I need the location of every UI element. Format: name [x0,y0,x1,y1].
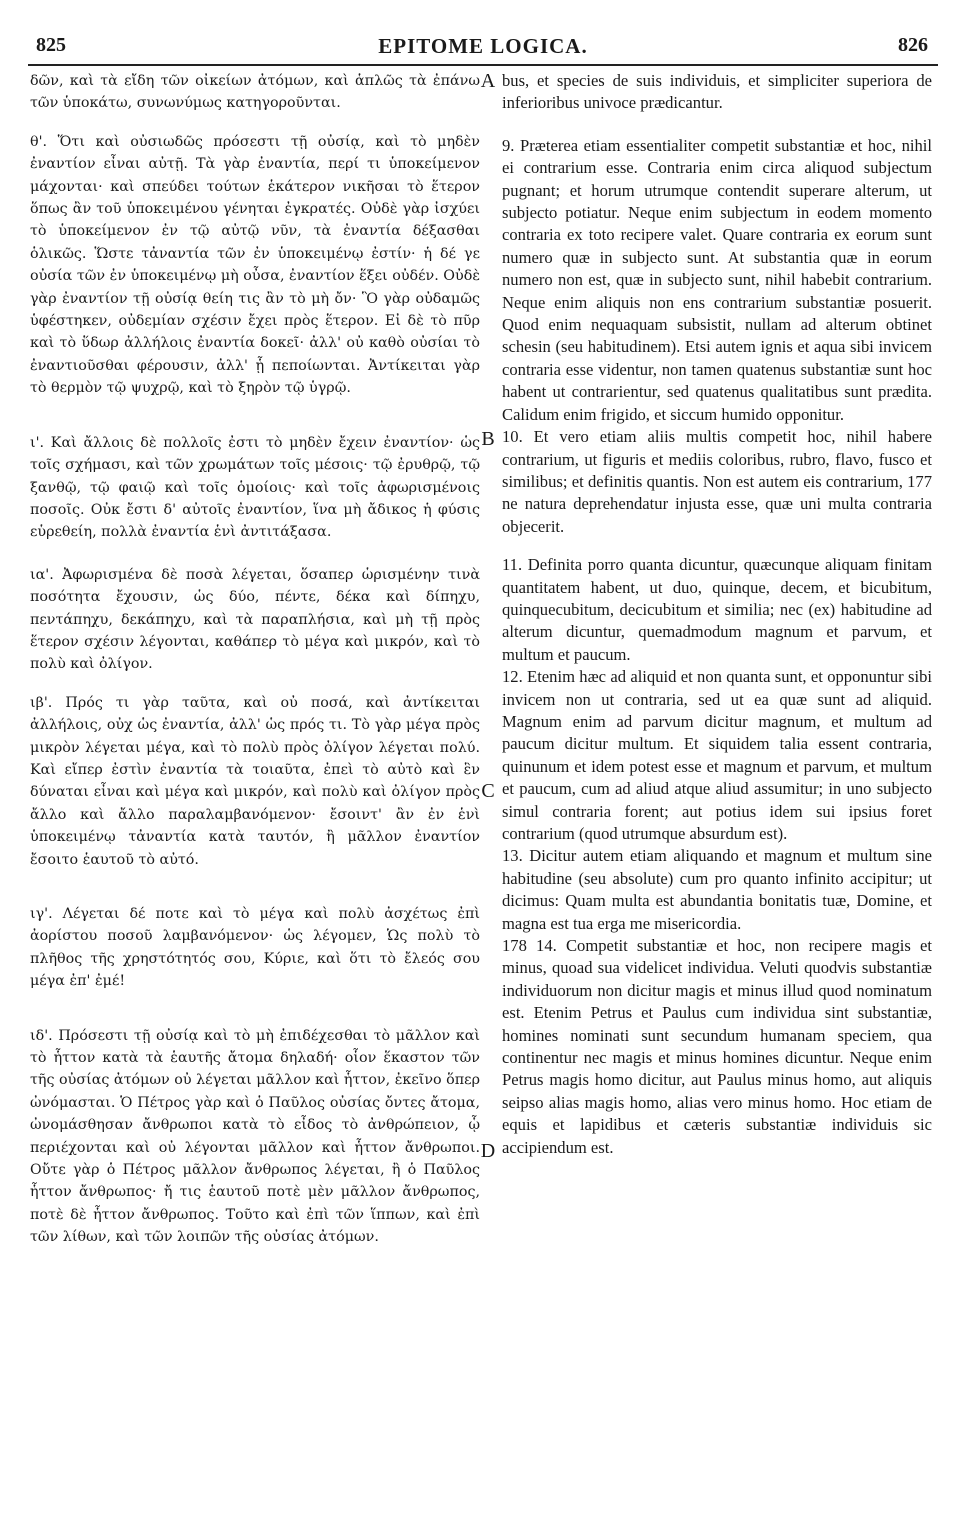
running-title: EPITOME LOGICA. [378,34,588,58]
left-page-number: 825 [36,34,66,56]
greek-column [30,70,480,1249]
margin-marker-a: A [480,70,496,92]
greek-paragraph-14: ιδ'. Πρόσεστι τῇ οὐσίᾳ καὶ τὸ μὴ ἐπιδέχεσθαι τὸ μᾶλλον καὶ τὸ ἧττον κατὰ τὰ ἑαυτῆς ἄτομα δηλαδή· οἷον ἕκαστον τῶν τῆς οὐσίας ἀτόμων οὐ λέγεται μᾶλλον καὶ ἧττον, ἐκεῖνο ὅπερ ὠνόμασται. Ὁ Πέτρος γὰρ καὶ ὁ Παῦλος οὐσίας ὄντες ἄτομα, ὠνομάσθησαν ἄνθρωποι κατὰ τὸ εἶδος τὸ ἀνθρώπειον, ᾧ περιέχονται καὶ οὐ λέγονται μᾶλλον καὶ ἧττον ἄνθρωποι. Οὔτε γὰρ ὁ Πέτρος μᾶλλον ἄνθρωπος λέγεται, ἢ ὁ Παῦλος ἧττον ἄνθρωπος· ἤ τις ἑαυτοῦ ποτὲ μὲν μᾶλλον ἄνθρωπος, ποτὲ δὲ ἧττον ἄνθρωπος. Τοῦτο καὶ ἐπὶ τῶν ἵππων, καὶ ἐπὶ τῶν λίθων, καὶ τῶν λοιπῶν τῆς οὐσίας ἀτόμων. [30,1027,480,1246]
latin-paragraph-13: 13. Dicitur autem etiam aliquando et magnum et multum sine habitudine (seu absolute) cum pro quanto infinito accipitur; ut dicimus: Quam multa est abundantia bonitatis tuæ, Domine, et magna est tua erga me misericordia. [502,846,932,933]
latin-paragraph-11: 11. Definita porro quanta dicuntur, quæcunque aliquam finitam quantitatem habent, ut duo, quinque, decem, et bicubitum, quinquecubitum, decicubitum et similia; nec (ex) habitudine ad alterum dicuntur, quemadmodum magnum et parvum, et multum et paucum. [502,555,932,664]
latin-paragraph-10: 10. Et vero etiam aliis multis competit hoc, nihil habere contrarium, ut figuris et mediis coloribus, rubro, flavo, fusco et similibus; et definitis quantis. Non est autem eis contrarium, 177 ne natura deprehendatur injusta esse, quæ uni multa contraria objecerit. [502,427,932,536]
latin-paragraph-12: 12. Etenim hæc ad aliquid et non quanta sunt, et opponuntur sibi invicem non ut contraria, sed ut ea quæ sunt ad aliquid. Magnum enim ad parvum dicitur magnum, et multum ad paucum dicitur multum. Et siquidem talia essent contraria, quinunum et idem potest esse et magnum et parvum, et multum et paucum, cum ad aliud atque aliud assumitur; in uno subjecto simul contraria forent; aut potius idem sui ipsius foret contrarium (quod utrumque absurdum est). [502,667,932,843]
greek-paragraph-10: ι'. Καὶ ἄλλοις δὲ πολλοῖς ἐστι τὸ μηδὲν ἔχειν ἐναντίον· ὡς τοῖς σχήμασι, καὶ τῶν χρωμάτων τοῖς μέσοις· τῷ ἐρυθρῷ, τῷ ξανθῷ, τῷ φαιῷ καὶ τοῖς ὁμοίοις· καὶ τοῖς ἀφωρισμένοις ποσοῖς. Οὐκ ἔστι δ' αὐτοῖς ἐναντίον, ἵνα μὴ ἄδικος ἡ φύσις εὑρεθείη, πολλὰ ἐναντία ἑνὶ ἀντιτάξασα. [30,434,480,541]
latin-column [502,70,932,1159]
greek-paragraph-12: ιβ'. Πρός τι γὰρ ταῦτα, καὶ οὐ ποσά, καὶ ἀντίκειται ἀλλήλοις, οὐχ ὡς ἐναντία, ἀλλ' ὡς πρός τι. Τὸ γὰρ μέγα πρὸς μικρὸν λέγεται μέγα, καὶ τὸ πολὺ πρὸς ὀλίγον λέγεται πολύ. Καὶ εἴπερ ἐστὶν ἐναντία τὰ τοιαῦτα, ἐπεὶ τὸ αὐτὸ καὶ ἓν δύναται εἶναι καὶ μέγα καὶ μικρόν, καὶ πολὺ καὶ ὀλίγον πρὸς ἄλλο καὶ ἄλλο παραλαμβανόμενον· ἔσοιντ' ἂν ἐν ἑνὶ ὑποκειμένῳ τἀναντία κατὰ ταυτόν, ἢ μᾶλλον ἐναντίον ἔσοιτο ἑαυτοῦ τὸ αὐτό. [30,694,480,868]
greek-paragraph-11: ια'. Ἀφωρισμένα δὲ ποσὰ λέγεται, ὅσαπερ ὡρισμένην τινὰ ποσότητα ἔχουσιν, ὡς δύο, πέντε, δέκα καὶ δίπηχυ, πεντάπηχυ, δεκάπηχυ, καὶ τὰ παραπλήσια, καὶ μὴ τῇ πρὸς ἕτερον σχέσιν λέγονται, καθάπερ τὸ μέγα καὶ μικρόν, καὶ τὸ πολὺ καὶ ὀλίγον. [30,566,480,673]
margin-marker-d: D [480,1140,496,1162]
latin-paragraph-9: 9. Præterea etiam essentialiter competit substantiæ et hoc, nihil ei contrarium esse. Contraria enim circa aliquod subjectum pugnant; et horum utrumque contendit superare alterum, ut subjecto potiatur. Neque enim subjectum in eodem momento contraria ex toto recipere valet. Quare contraria ex eorum sunt numero quæ in subjecto sunt. At substantia quæ in eorum numero non est, quæ in subjecto sunt, nihil habebit contrarium. Neque enim aliquis non ens contrarium substantiæ posuerit. Quod enim nequaquam subsistit, nullam ad alterum obtinet schesin (seu habitudinem). Etsi autem ignis et aqua sibi invicem contraria esse videntur, non tamen quatenus substantiæ sunt hoc habent ut contrarientur, sed quatenus qualitatibus sunt prædita. Calidum enim frigido, et siccum humido opponitur. [502,135,932,424]
margin-marker-b: B [481,428,495,450]
greek-paragraph-9: θ'. Ὅτι καὶ οὐσιωδῶς πρόσεστι τῇ οὐσίᾳ, καὶ τὸ μηδὲν ἐναντίον εἶναι αὐτῇ. Τὰ γὰρ ἐναντία, περί τι ὑποκείμενον μάχονται· καὶ σπεύδει τούτων ἑκάτερον νικῆσαι τὸ ἕτερον ὅπως ἂν τοῦ ὑποκειμένου γένηται ἐγκρατές. Οὐδὲ γὰρ ἰσχύει τὸ ὑποκείμενον ἐν τῷ αὐτῷ νῦν, τὰ ἐναντία δέξασθαι ὁλικῶς. Ὥστε τἀναντία τῶν ἐν ὑποκειμένῳ ἐστίν· ἡ δέ γε οὐσία τῶν ἐν ὑποκειμένῳ μὴ οὖσα, ἐναντίον ἕξει οὐδέν. Οὐδὲ γὰρ ἐναντίον τῇ οὐσίᾳ θείη τις ἂν τὸ μὴ ὄν· Ὃ γὰρ οὐδαμῶς ὑφέστηκεν, οὐδεμίαν σχέσιν ἔχει πρὸς ἕτερον. Εἰ δὲ τὸ πῦρ καὶ τὸ ὕδωρ ἀλλήλοις ἐναντία δοκεῖ· ἀλλ' οὐ καθὸ οὐσίαι τὸ ἐναντιοῦσθαι φέρουσιν, ἀλλ' ᾗ πεποίωνται. Ἀντίκειται γὰρ τὸ θερμὸν τῷ ψυχρῷ, καὶ τὸ ξηρὸν τῷ ὑγρῷ. [30,133,480,397]
right-page-number: 826 [898,34,928,56]
page-header [28,34,938,66]
latin-paragraph-14: 178 14. Competit substantiæ et hoc, non recipere magis et minus, quoad sua videlicet individua. Veluti quodvis substantiæ individuorum non dicitur magis et minus illud quod nominatum est. Etenim Petrus et Paulus cum individua sint substantiæ, homines nominati sunt secundum humanam speciem, qua continentur nec magis et minus homines dicuntur. Neque enim Petrus magis homo dicitur, aut Paulus minus homo, aut aliquis seipso alias magis homo, alias vero minus homo. Hoc etiam de equis et lapidibus et cæteris substantiæ individuis sic accipiendum est. [502,936,932,1157]
margin-marker-c: C [481,780,495,802]
greek-paragraph-13: ιγ'. Λέγεται δέ ποτε καὶ τὸ μέγα καὶ πολὺ ἀσχέτως ἐπὶ ἀορίστου ποσοῦ λαμβανόμενον· ὡς λέγομεν, Ὡς πολὺ τὸ πλῆθος τῆς χρηστότητός σου, Κύριε, καὶ ὅτι τὸ ἔλεός σου μέγα ἐπ' ἐμέ! [30,906,480,990]
greek-paragraph-0: δῶν, καὶ τὰ εἴδη τῶν οἰκείων ἀτόμων, καὶ ἁπλῶς τὰ ἐπάνω τῶν ὑποκάτω, συνωνύμως κατηγοροῦνται. [30,73,480,112]
latin-paragraph-0: bus, et species de suis individuis, et simpliciter superiora de inferioribus univoce prædicantur. [502,71,932,113]
